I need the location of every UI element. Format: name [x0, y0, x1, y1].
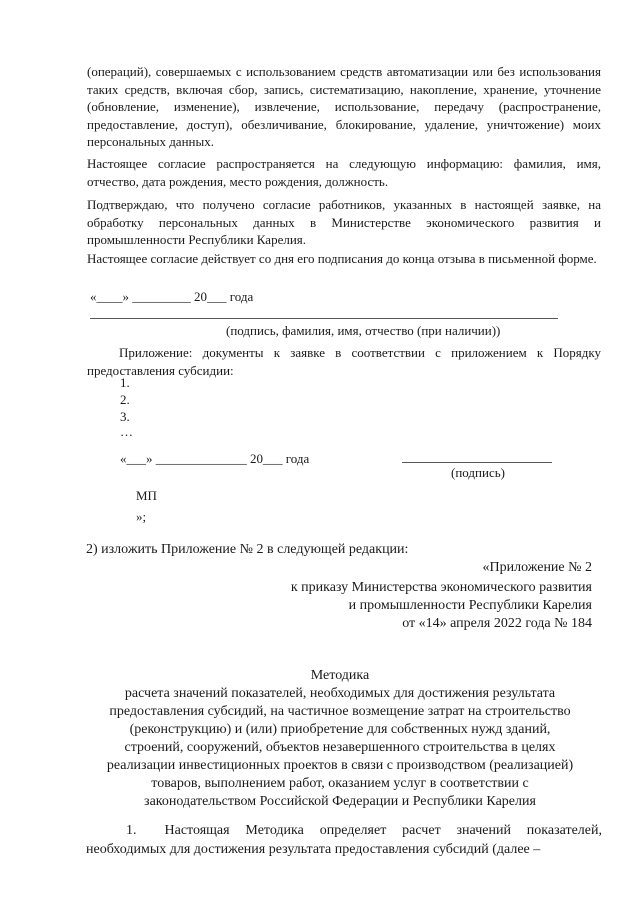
amendment-text: 2) изложить Приложение № 2 в следующей редакции: [86, 542, 409, 557]
consent-paragraph-3: Подтверждаю, что получено согласие работников, указанных в настоящей заявке, на обработку персональных данных в Министерстве экономического развития и промышленности Республики Карелия. [87, 197, 601, 248]
methodology-subtitle-1: расчета значений показателей, необходимых для достижения результата [124, 686, 556, 701]
signature-line [90, 318, 558, 319]
methodology-subtitle-5: реализации инвестиционных проектов в связи с производством (реализацией) [106, 758, 574, 773]
consent-signature-caption: (подпись, фамилия, имя, отчество (при наличии)) [226, 323, 501, 338]
consent-paragraph-1: (операций), совершаемых с использованием средств автоматизации или без использования таких средств, включая сбор, запись, систематизацию, накопление, хранение, уточнение (обновление, изменение), извлечение, использование, передачу (распространение, предоставление, доступ), обезличивание, блокирование, удаление, уничтожение) моих персональных данных. [87, 64, 601, 150]
methodology-subtitle-6: товаров, выполнением работ, оказанием услуг в соответствии с [151, 776, 529, 791]
methodology-subtitle-3: (реконструкцию) и (или) приобретение для собственных нужд зданий, [129, 722, 551, 737]
attachment-signature-caption: (подпись) [451, 465, 505, 480]
methodology-subtitle-2: предоставления субсидий, на частичное возмещение затрат на строительство [109, 704, 571, 719]
appendix-header-line-3: и промышленности Республики Карелия [348, 598, 592, 613]
methodology-title: Методика [310, 668, 370, 683]
consent-paragraph-4: Настоящее согласие действует со дня его подписания до конца отзыва в письменной форме. [87, 251, 597, 266]
consent-date-line: «____» _________ 20___ года [90, 289, 254, 304]
attachment-date-line: «___» ______________ 20___ года [120, 451, 310, 466]
closing-quote: »; [136, 509, 147, 524]
methodology-subtitle-4: строений, сооружений, объектов незавершенного строительства в целях [124, 740, 556, 755]
attachment-item-3: 3. [120, 409, 130, 424]
attachment-text: Приложение: документы к заявке в соответствии с приложением к Порядку предоставления субсидии: [87, 345, 601, 378]
attachment-signature-line [402, 462, 552, 463]
attachment-item-2: 2. [120, 392, 130, 407]
methodology-point-1: 1. Настоящая Методика определяет расчет значений показателей, необходимых для достижения результата предоставления субсидий (далее – [86, 823, 602, 857]
consent-paragraph-2: Настоящее согласие распространяется на следующую информацию: фамилия, имя, отчество, дата рождения, место рождения, должность. [87, 156, 601, 189]
appendix-header-line-1: «Приложение № 2 [482, 560, 592, 575]
attachment-item-1: 1. [120, 375, 130, 390]
appendix-header-line-4: от «14» апреля 2022 года № 184 [402, 616, 592, 631]
attachment-item-ellipsis: … [120, 424, 133, 439]
appendix-header-line-2: к приказу Министерства экономического развития [290, 580, 592, 595]
stamp-label: МП [136, 488, 157, 503]
methodology-subtitle-7: законодательством Российской Федерации и Республики Карелия [144, 794, 536, 809]
